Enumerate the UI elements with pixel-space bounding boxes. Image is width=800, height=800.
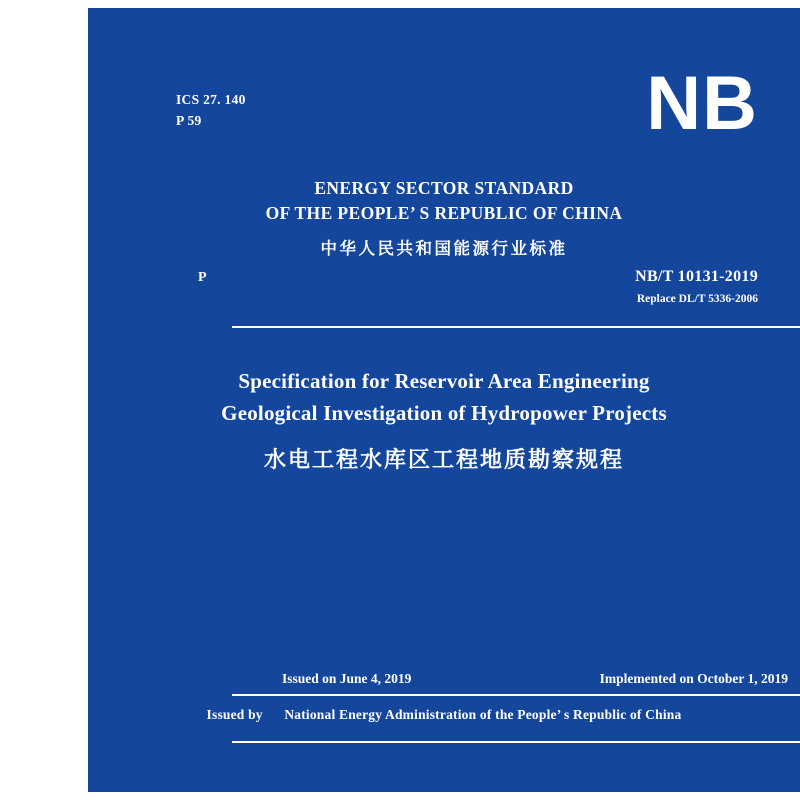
divider-top: [232, 326, 800, 328]
standard-header-line1: ENERGY SECTOR STANDARD: [314, 178, 574, 198]
implemented-date: Implemented on October 1, 2019: [599, 671, 788, 686]
replaces-note: Replace DL/T 5336-2006: [636, 293, 758, 305]
standard-header-line2: OF THE PEOPLE’ S REPUBLIC OF CHINA: [265, 203, 623, 224]
standard-code-row: [198, 270, 758, 316]
issued-by-label: Issued by: [206, 707, 263, 722]
standard-cover: [88, 8, 800, 792]
issuing-organization: National Energy Administration of the People’ s Republic of China: [284, 707, 682, 722]
dates-row: [232, 671, 800, 691]
ics-code: ICS 27. 140: [176, 92, 246, 107]
title-en-line2: Geological Investigation of Hydropower Projects: [221, 400, 667, 425]
nb-logo: NB: [646, 61, 758, 146]
title-chinese: 水电工程水库区工程地质勘察规程: [263, 448, 624, 473]
divider-bottom: [232, 741, 800, 743]
issuer-row: [88, 707, 800, 723]
standard-header: [88, 176, 800, 259]
p-mark: P: [198, 270, 207, 285]
issued-date: Issued on June 4, 2019: [282, 671, 412, 686]
ics-code-block: [176, 90, 246, 132]
title-en-line1: Specification for Reservoir Area Engineering: [238, 369, 650, 393]
standard-header-chinese: 中华人民共和国能源行业标准: [320, 238, 568, 258]
divider-middle: [232, 694, 800, 696]
classification-code: P 59: [176, 112, 202, 128]
document-title: [88, 366, 800, 474]
standard-number: NB/T 10131-2019: [635, 268, 758, 285]
